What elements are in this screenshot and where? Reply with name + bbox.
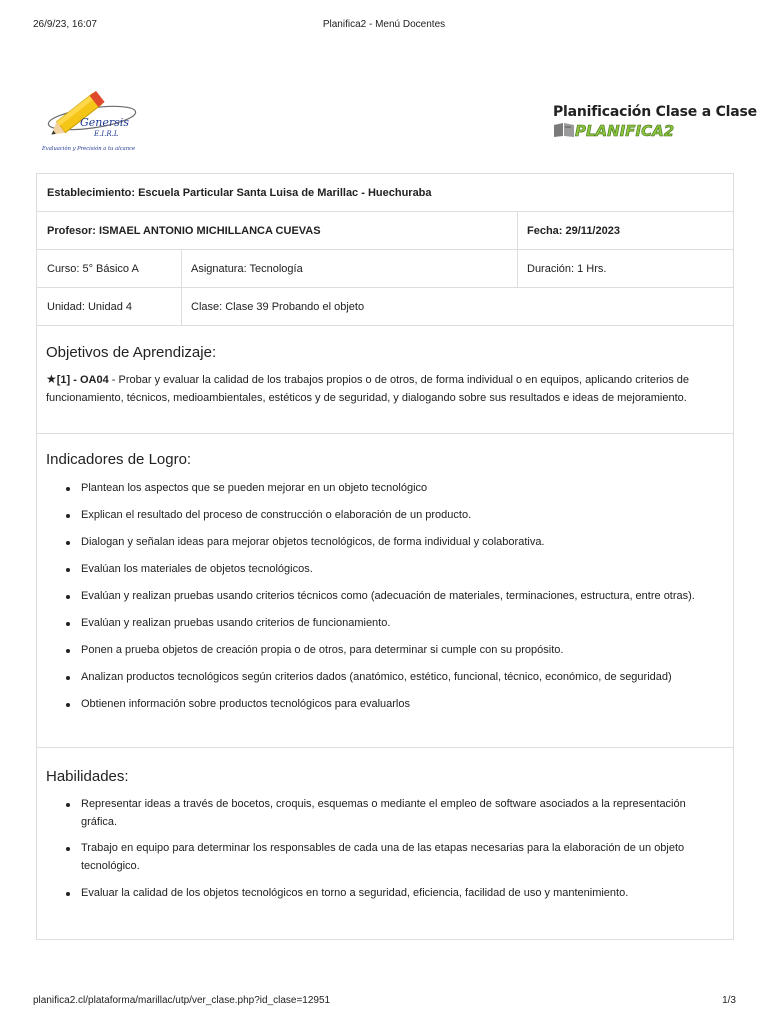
unidad-cell: Unidad: Unidad 4 (47, 301, 133, 313)
print-datetime: 26/9/23, 16:07 (33, 19, 97, 30)
book-icon (553, 122, 575, 138)
objetivo-text-line2: funcionamiento, técnicos, medioambientales, estéticos y de seguridad, y dialogando sobre sus resultados e ideas de mejoramiento. (46, 391, 687, 404)
logo-right-brand (553, 121, 731, 139)
list-item-line1: Representar ideas a través de bocetos, croquis, esquemas o mediante el empleo de software asociados a la representación (81, 798, 686, 810)
list-item: Plantean los aspectos que se pueden mejorar en un objeto tecnológico (81, 480, 427, 498)
list-item-line1: Trabajo en equipo para determinar los responsables de cada una de las etapas necesarias para la elaboración de un objeto (81, 842, 685, 854)
planifica2-logo (553, 104, 757, 144)
curso-row (37, 249, 733, 288)
logo-right-title: Planificación Clase a Clase (553, 104, 757, 120)
list-item (81, 885, 723, 903)
duracion-cell: Duración: 1 Hrs. (527, 263, 607, 275)
list-item: Explican el resultado del proceso de construcción o elaboración de un producto. (81, 507, 471, 525)
list-item (81, 840, 723, 875)
list-item: Dialogan y señalan ideas para mejorar objetos tecnológicos, de forma individual y colaborativa. (81, 534, 545, 552)
profesor-cell: Profesor: ISMAEL ANTONIO MICHILLANCA CUEVAS (47, 225, 321, 237)
clase-cell: Clase: Clase 39 Probando el objeto (191, 301, 365, 313)
list-item: Obtienen información sobre productos tecnológicos para evaluarlos (81, 696, 410, 714)
list-item (81, 796, 723, 831)
star-icon: ★ (46, 372, 57, 386)
print-title: Planifica2 - Menú Docentes (322, 19, 446, 30)
unidad-row (37, 287, 733, 326)
fecha-cell: Fecha: 29/11/2023 (527, 225, 620, 237)
objetivo-code: [1] - OA04 (56, 374, 109, 386)
habilidades-section (37, 747, 733, 940)
objetivos-section (37, 325, 733, 434)
list-item-line2: tecnológico. (81, 859, 140, 872)
establecimiento-cell: Establecimiento: Escuela Particular Santa Luisa de Marillac - Huechuraba (47, 187, 432, 199)
logo-name: Genersis (80, 116, 129, 129)
curso-cell: Curso: 5° Básico A (47, 263, 139, 275)
list-item-line1: Evaluar la calidad de los objetos tecnológicos en torno a seguridad, eficiencia, facilidad de uso y mantenimiento. (81, 887, 629, 899)
brand-text: PLANIFICA2 (575, 122, 675, 139)
list-item: Evalúan y realizan pruebas usando criterios de funcionamiento. (81, 615, 390, 633)
indicadores-title: Indicadores de Logro: (46, 451, 192, 468)
list-item: Analizan productos tecnológicos según criterios dados (anatómico, estético, funcional, técnico, económico, de seguridad) (81, 669, 672, 687)
list-item: Evalúan y realizan pruebas usando criterios técnicos como (adecuación de materiales, terminaciones, estructura, entre otras). (81, 588, 695, 606)
pencil-logo-icon (42, 82, 142, 154)
print-url: planifica2.cl/plataforma/marillac/utp/ver_clase.php?id_clase=12951 (33, 995, 331, 1006)
objetivos-title: Objetivos de Aprendizaje: (46, 344, 217, 361)
objetivo-text-line1: - Probar y evaluar la calidad de los trabajos propios o de otros, de forma individual o en equipos, aplicando criterios de (108, 374, 690, 386)
logo-line2: E.I.R.L (94, 130, 119, 138)
list-item: Ponen a prueba objetos de creación propia o de otros, para determinar si cumple con su propósito. (81, 642, 563, 660)
habilidades-title: Habilidades: (46, 768, 129, 785)
objetivo-item (46, 371, 726, 407)
profesor-row (37, 211, 733, 250)
indicadores-section (37, 433, 733, 748)
establecimiento-row (37, 173, 733, 212)
page-number: 1/3 (722, 995, 736, 1006)
list-item-line2: gráfica. (81, 815, 118, 828)
list-item: Evalúan los materiales de objetos tecnológicos. (81, 561, 313, 579)
genersis-logo (42, 82, 142, 154)
logo-slogan: Evaluación y Precisión a tu alcance (42, 146, 136, 152)
lesson-plan-sheet (36, 173, 734, 940)
asignatura-cell: Asignatura: Tecnología (191, 263, 303, 275)
